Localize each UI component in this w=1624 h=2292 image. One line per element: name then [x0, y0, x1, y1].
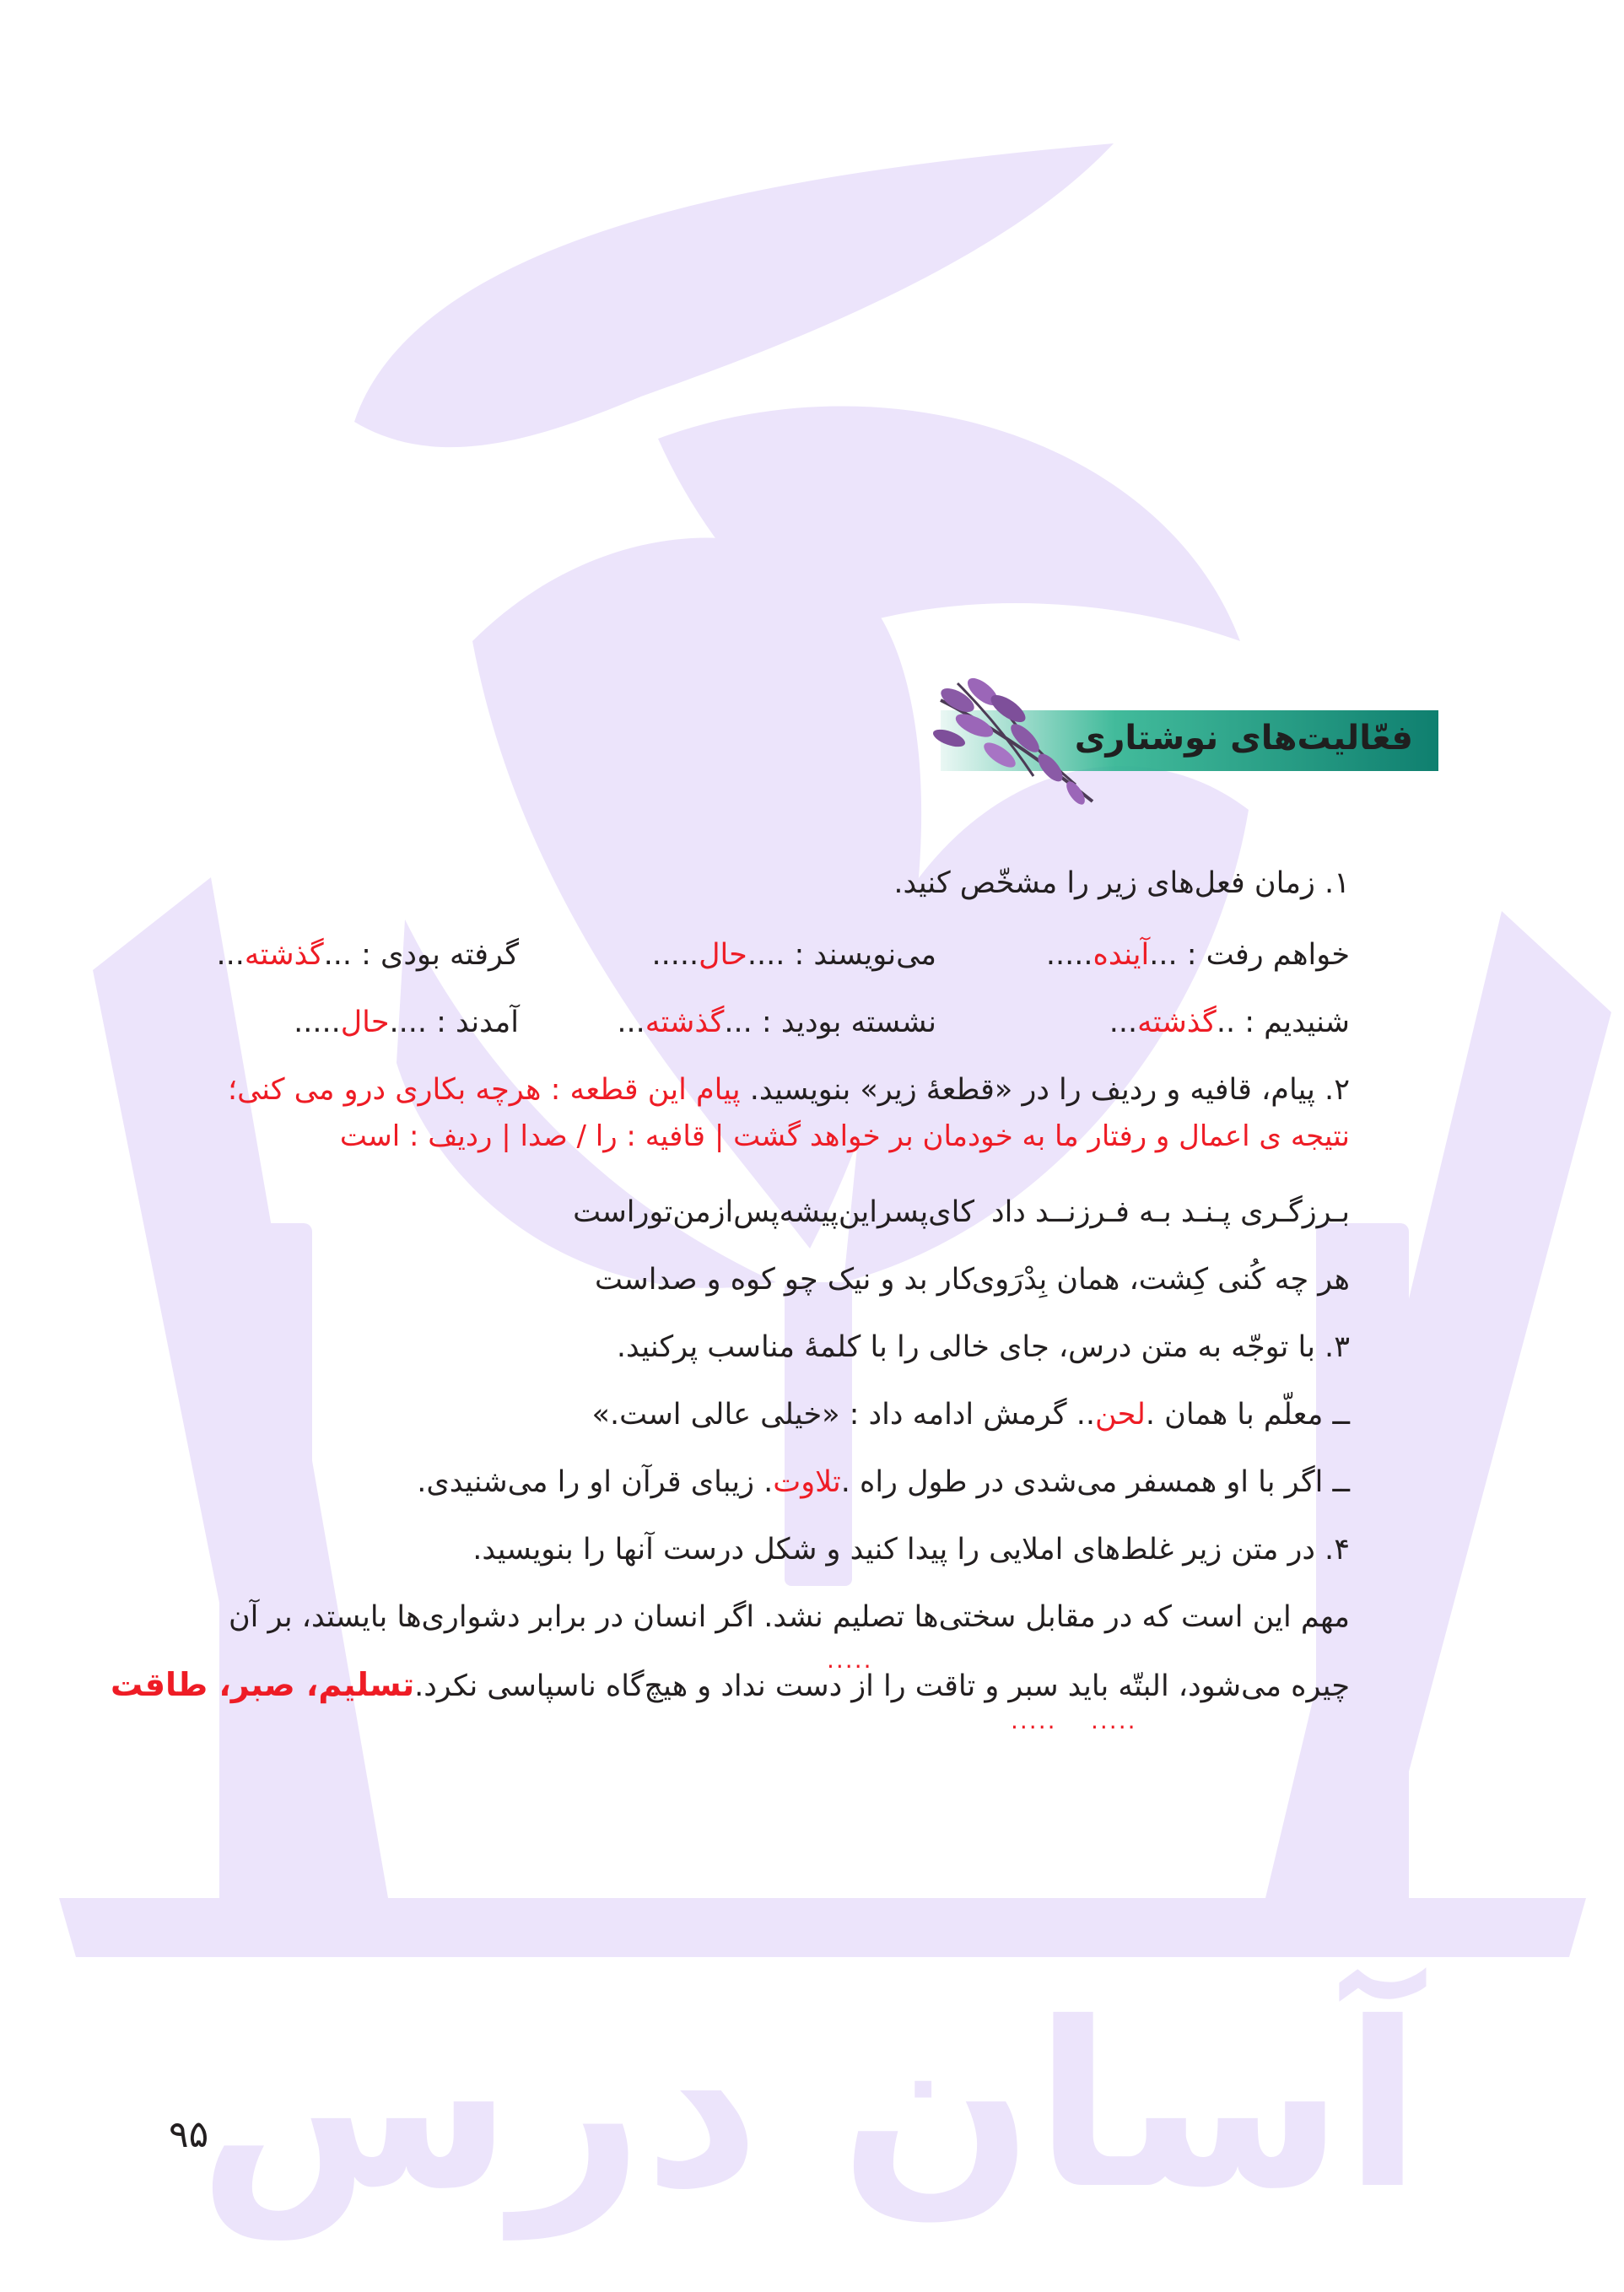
q1-answer: حال — [340, 1006, 390, 1039]
page-number: ۹۵ — [169, 2113, 209, 2156]
q1-item: نشسته بودید : ...گذشته... — [617, 1006, 936, 1039]
q4-answer: تسلیم، صبر، طاقت — [110, 1666, 415, 1703]
q3-prompt: ۳. با توجّه به متن درس، جای خالی را با کلمهٔ مناسب پرکنید. — [616, 1330, 1350, 1364]
q1-item: گرفته بودی : ...گذشته... — [216, 938, 519, 972]
poem-hemistich: هر چه کُنی کِشت، همان بِدْرَوی — [971, 1263, 1350, 1297]
q1-item: خواهم رفت : ...آینده..... — [1045, 938, 1350, 972]
error-marker: ..... — [1091, 1707, 1137, 1734]
q2-prompt: ۲. پیام، قافیه و ردیف را در «قطعهٔ زیر» بنویسید. — [749, 1073, 1350, 1107]
q1-answer: گذشته — [1137, 1006, 1217, 1039]
q4-prompt: ۴. در متن زیر غلط‌های املایی را پیدا کنید و شکل درست آنها را بنویسید. — [472, 1533, 1350, 1567]
q2-answer-message: پیام این قطعه : هرچه بکاری درو می کنی؛ — [227, 1073, 750, 1107]
q2-answer-rhyme: نتیجه ی اعمال و رفتار ما به خودمان بر خواهد گشت | قافیه : را / صدا | ردیف : است — [339, 1119, 1350, 1153]
q3-answer: لحن — [1094, 1398, 1146, 1432]
poem-hemistich: بـرزگـری پـنـد بـه فـرزنــد داد — [991, 1195, 1350, 1229]
q1-answer: گذشته — [244, 938, 324, 972]
error-marker: ..... — [1011, 1707, 1057, 1734]
q1-item: شنیدیم : ..گذشته... — [1109, 1006, 1350, 1039]
q1-answer: آینده — [1093, 938, 1150, 972]
q3-sentence: ــ معلّم با همان .لحن.. گرمش ادامه داد : «خیلی عالی است.» — [591, 1398, 1350, 1432]
poem-hemistich: کای‌پسر‌این‌پیشه‌پس‌از‌من‌توراست — [573, 1195, 974, 1229]
q4-paragraph-line: چیره می‌شود، البتّه باید سبر و تاقت را از دست نداد و هیچ‌گاه ناسپاسی نکرد.تسلیم، صبر، طاقت — [110, 1666, 1350, 1703]
watermark-text: آسان درس — [197, 1973, 1422, 2239]
poem-hemistich: کار بد و نیک چو کوه و صداست — [595, 1263, 974, 1297]
q1-prompt: ۱. زمان فعل‌های زیر را مشخّص کنید. — [893, 866, 1350, 900]
error-marker: ..... — [827, 1646, 873, 1674]
q3-sentence: ــ اگر با او همسفر می‌شدی در طول راه .تلاوت. زیبای قرآن او را می‌شنیدی. — [417, 1465, 1350, 1499]
q2-prompt-line — [228, 1067, 1350, 1113]
q1-item: می‌نویسند : ....حال..... — [651, 938, 936, 972]
q1-answer: حال — [699, 938, 747, 972]
section-title: فعّالیت‌های نوشتاری — [1074, 719, 1413, 758]
q1-answer: گذشته — [645, 1006, 725, 1039]
q4-paragraph-line: مهم این است که در مقابل سختی‌ها تصلیم نشد. اگر انسان در برابر دشواری‌ها بایستد، بر آن — [228, 1600, 1350, 1634]
q3-answer: تلاوت — [773, 1465, 841, 1499]
q1-item: آمدند : ....حال..... — [294, 1006, 519, 1039]
